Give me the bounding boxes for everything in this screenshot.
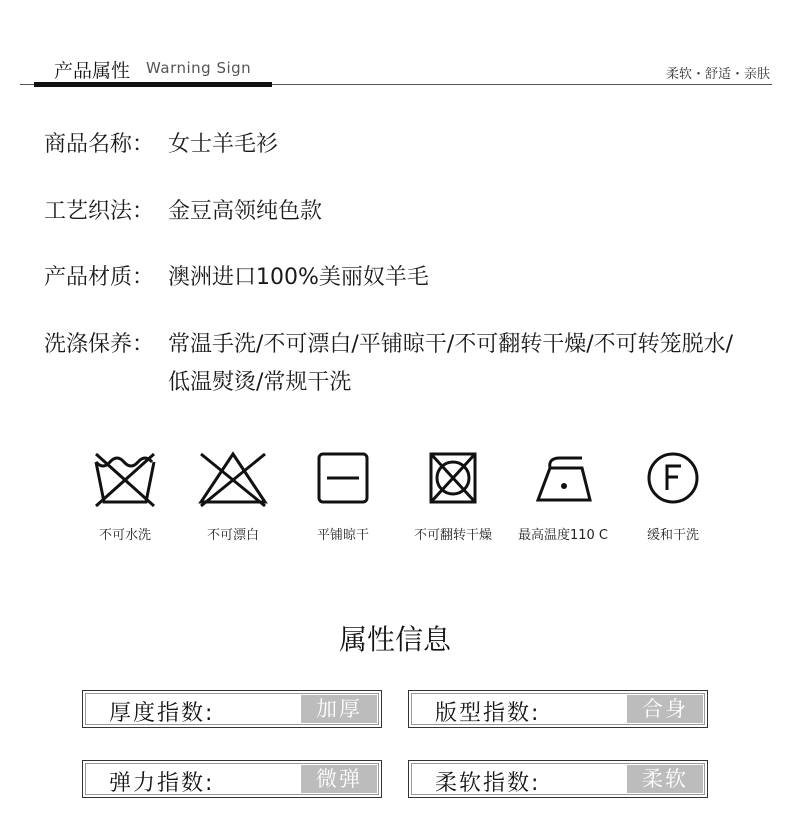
attribute-label: 弹力指数: [109, 771, 215, 796]
property-label: 商品名称： [44, 132, 155, 157]
attribute-label: 厚度指数: [109, 701, 215, 726]
property-value: 女士羊毛衫 [168, 132, 279, 157]
property-value: 澳洲进口100%美丽奴羊毛 [168, 265, 429, 290]
attributes-header [0, 0, 790, 92]
care-icon-item [398, 448, 508, 543]
attribute-elasticity [82, 760, 382, 798]
care-icon-item [288, 448, 398, 543]
attribute-softness [408, 760, 708, 798]
care-icons [70, 448, 750, 558]
attribute-fit [408, 690, 708, 728]
care-icon-item [178, 448, 288, 543]
property-value: 常温手洗/不可漂白/平铺晾干/不可翻转干燥/不可转笼脱水/低温熨烫/常规干洗 [168, 332, 734, 395]
header-title: 产品属性 [54, 60, 131, 82]
care-icon-label: 最高温度110 C [517, 528, 609, 543]
care-icon-item [618, 448, 728, 543]
property-label: 洗涤保养： [44, 332, 155, 357]
attribute-label: 柔软指数: [435, 771, 541, 796]
attribute-value-badge: 柔软 [627, 765, 703, 793]
iron-low-icon [528, 448, 598, 508]
attribute-label: 版型指数: [435, 701, 541, 726]
section-title: 属性信息 [338, 623, 451, 656]
dry-clean-f-icon [643, 448, 703, 508]
property-label: 工艺织法： [44, 199, 155, 224]
flat-dry-icon [313, 448, 373, 508]
attribute-value-badge: 加厚 [301, 695, 377, 723]
care-icon-label: 不可翻转干燥 [413, 528, 492, 543]
care-icon-label: 平铺晾干 [316, 528, 369, 543]
care-icon-item [508, 448, 618, 543]
property-row-material [44, 259, 429, 297]
property-row-name [44, 126, 278, 164]
attribute-value-badge: 微弹 [301, 765, 377, 793]
care-icon-label: 不可水洗 [98, 528, 151, 543]
property-value: 金豆高领纯色款 [168, 199, 323, 224]
header-accent-bar [34, 82, 272, 87]
care-icon-label: 不可漂白 [206, 528, 259, 543]
no-tumble-dry-icon [423, 448, 483, 508]
attribute-thickness [82, 690, 382, 728]
property-label: 产品材质： [44, 265, 155, 290]
care-icon-item [70, 448, 180, 543]
property-row-craft [44, 193, 322, 231]
no-bleach-icon [195, 448, 271, 508]
care-icon-label: 缓和干洗 [646, 528, 699, 543]
no-wash-icon [90, 448, 160, 508]
attribute-value-badge: 合身 [627, 695, 703, 723]
property-row-care [44, 326, 764, 402]
header-tagline: 柔软・舒适・亲肤 [665, 67, 770, 82]
header-subtitle: Warning Sign [146, 59, 252, 77]
